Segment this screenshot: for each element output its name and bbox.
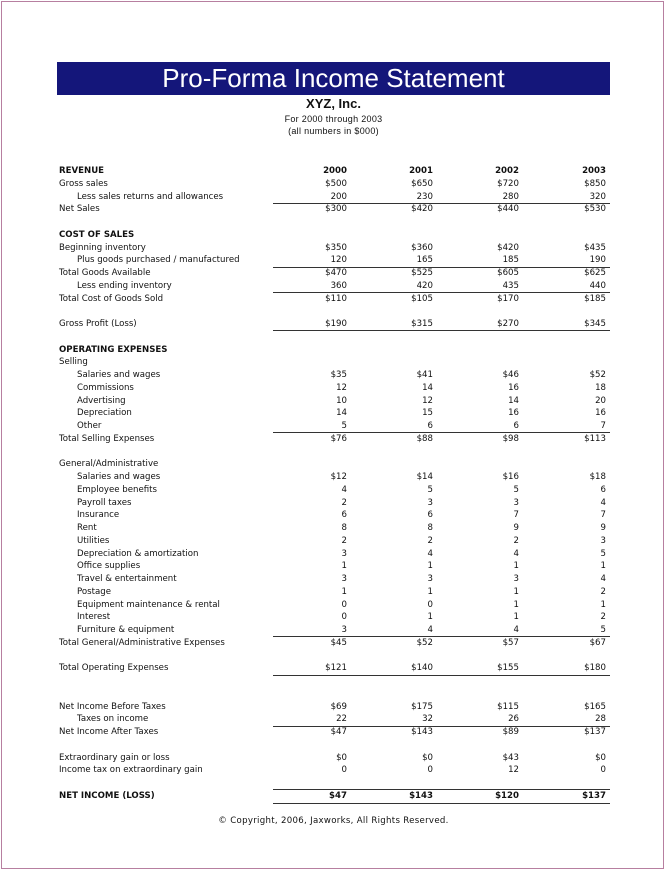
value-cell: 26 [508, 714, 519, 725]
row-label: General/Administrative [59, 459, 159, 470]
value-cell: 1 [341, 561, 347, 572]
value-cell: $190 [325, 319, 347, 329]
statement-row [57, 254, 610, 267]
value-cell: $18 [589, 472, 606, 482]
row-label: Advertising [77, 395, 126, 406]
value-cell: 1 [513, 599, 519, 610]
value-cell: 200 [330, 191, 347, 202]
value-cell: 0 [341, 599, 347, 610]
value-cell: 14 [422, 382, 433, 393]
row-label: Payroll taxes [77, 497, 132, 508]
value-cell: $98 [502, 433, 519, 444]
total-rule [273, 803, 610, 804]
value-cell: 3 [427, 574, 433, 584]
value-cell: $46 [502, 370, 519, 380]
value-cell: $850 [584, 178, 606, 189]
value-cell: 0 [427, 765, 433, 776]
value-cell: 4 [600, 574, 606, 584]
statement-row [57, 548, 610, 561]
value-cell: $143 [409, 790, 433, 801]
value-cell: 8 [341, 523, 347, 533]
value-cell: 1 [600, 561, 606, 572]
value-cell: 1 [427, 612, 433, 623]
value-cell: $300 [325, 204, 347, 215]
value-cell: $14 [416, 472, 433, 482]
statement-row [57, 191, 610, 204]
value-cell: $88 [416, 433, 433, 444]
value-cell: $625 [584, 268, 606, 278]
row-label: Total Goods Available [59, 268, 151, 278]
row-label: Less sales returns and allowances [77, 191, 224, 202]
value-cell: $16 [502, 472, 519, 482]
value-cell: 3 [341, 574, 347, 584]
value-cell: $35 [330, 370, 347, 380]
value-cell: 14 [336, 408, 347, 419]
value-cell: $525 [411, 268, 433, 278]
statement-row [57, 484, 610, 497]
row-label: Insurance [77, 510, 120, 521]
statement-row [57, 356, 610, 369]
row-label: Total Operating Expenses [59, 663, 169, 674]
value-cell: 10 [336, 395, 347, 406]
value-cell: 230 [416, 191, 433, 202]
value-cell: 185 [502, 255, 519, 266]
value-cell: $45 [330, 637, 347, 648]
row-label: Total General/Administrative Expenses [59, 637, 225, 648]
value-cell: 0 [341, 612, 347, 623]
value-cell: $650 [411, 178, 433, 189]
value-cell: $140 [411, 663, 433, 674]
statement-row [57, 293, 610, 306]
value-cell: 4 [341, 484, 347, 495]
row-label: Gross sales [59, 178, 108, 189]
value-cell: 5 [341, 421, 347, 431]
value-cell: 4 [513, 548, 519, 559]
value-cell: 2 [341, 497, 347, 508]
value-cell: 440 [589, 280, 606, 291]
row-label: Utilities [77, 535, 110, 546]
row-label: Beginning inventory [59, 242, 146, 253]
spacer-row [57, 675, 610, 688]
value-cell: 0 [341, 765, 347, 776]
statement-row [57, 497, 610, 510]
value-cell: 1 [600, 599, 606, 610]
value-cell: $76 [330, 433, 347, 444]
value-cell: $52 [416, 637, 433, 648]
spacer-row [57, 446, 610, 459]
statement-row [57, 395, 610, 408]
value-cell: 9 [600, 523, 606, 533]
value-cell: 3 [513, 574, 519, 584]
value-cell: 360 [330, 280, 347, 291]
statement-row [57, 242, 610, 255]
value-cell: 280 [502, 191, 519, 202]
value-cell: 5 [427, 484, 433, 495]
value-cell: 1 [427, 561, 433, 572]
row-label: Total Cost of Goods Sold [59, 293, 164, 304]
statement-row [57, 420, 610, 433]
value-cell: 2 [341, 535, 347, 546]
value-cell: 0 [427, 599, 433, 610]
value-cell: $170 [497, 293, 519, 304]
row-label: Taxes on income [77, 714, 149, 725]
value-cell: 2001 [409, 166, 433, 176]
value-cell: 1 [427, 586, 433, 597]
spacer-row [57, 216, 610, 229]
statement-row [57, 407, 610, 420]
statement-row [57, 165, 610, 178]
value-cell: 7 [513, 510, 519, 521]
row-label: Salaries and wages [77, 472, 161, 482]
value-cell: 6 [513, 421, 519, 431]
spacer-row [57, 305, 610, 318]
statement-row [57, 713, 610, 726]
row-label: Furniture & equipment [77, 625, 175, 635]
company-name: XYZ, Inc. [306, 96, 361, 111]
statement-row [57, 267, 610, 280]
value-cell: $12 [330, 472, 347, 482]
value-cell: 3 [513, 497, 519, 508]
statement-row [57, 599, 610, 612]
value-cell: $137 [582, 790, 606, 801]
value-cell: 12 [336, 382, 347, 393]
statement-row [57, 586, 610, 599]
value-cell: 2 [513, 535, 519, 546]
row-label: Office supplies [77, 561, 141, 572]
value-cell: 1 [513, 586, 519, 597]
value-cell: 2 [600, 612, 606, 623]
value-cell: $105 [411, 293, 433, 304]
row-label: Extraordinary gain or loss [59, 752, 170, 763]
value-cell: $420 [411, 204, 433, 215]
value-cell: $137 [584, 727, 606, 737]
total-rule [273, 789, 610, 790]
statement-row [57, 701, 610, 714]
value-cell: 9 [513, 523, 519, 533]
row-label: Travel & entertainment [77, 574, 177, 584]
row-label: Salaries and wages [77, 370, 161, 380]
value-cell: $0 [422, 752, 433, 763]
value-cell: 1 [513, 612, 519, 623]
value-cell: 2002 [495, 166, 519, 176]
value-cell: 2003 [582, 166, 606, 176]
value-cell: 5 [600, 625, 606, 635]
statement-row [57, 382, 610, 395]
row-label: Income tax on extraordinary gain [59, 765, 203, 776]
value-cell: 22 [336, 714, 347, 725]
statement-row [57, 369, 610, 382]
value-cell: $350 [325, 242, 347, 253]
statement-row [57, 433, 610, 446]
value-cell: 6 [427, 510, 433, 521]
statement-row [57, 560, 610, 573]
row-label: COST OF SALES [59, 229, 135, 240]
value-cell: 15 [422, 408, 433, 419]
value-cell: $0 [336, 752, 347, 763]
value-cell: $89 [502, 727, 519, 737]
value-cell: $121 [325, 663, 347, 674]
statement-row [57, 573, 610, 586]
value-cell: $47 [329, 790, 347, 801]
row-label: Rent [77, 523, 97, 533]
value-cell: 12 [508, 765, 519, 776]
value-cell: 6 [600, 484, 606, 495]
value-cell: 12 [422, 395, 433, 406]
value-cell: $270 [497, 319, 519, 329]
statement-row [57, 280, 610, 293]
statement-row [57, 458, 610, 471]
row-label: Postage [77, 586, 111, 597]
row-label: Net Income After Taxes [59, 727, 159, 737]
value-cell: 4 [427, 625, 433, 635]
value-cell: 5 [600, 548, 606, 559]
value-cell: 20 [595, 395, 606, 406]
row-label: Interest [77, 612, 111, 623]
page-title: Pro-Forma Income Statement [57, 62, 610, 95]
statement-row [57, 662, 610, 675]
value-cell: 435 [502, 280, 519, 291]
value-cell: 6 [341, 510, 347, 521]
row-label: Plus goods purchased / manufactured [77, 255, 240, 266]
row-label: Net Income Before Taxes [59, 701, 166, 712]
units-note: (all numbers in $000) [288, 126, 379, 136]
statement-row [57, 752, 610, 765]
value-cell: 0 [600, 765, 606, 776]
value-cell: 32 [422, 714, 433, 725]
spacer-row [57, 650, 610, 663]
value-cell: $67 [589, 637, 606, 648]
value-cell: $420 [497, 242, 519, 253]
statement-row [57, 203, 610, 216]
value-cell: $175 [411, 701, 433, 712]
statement-row [57, 471, 610, 484]
copyright-notice: © Copyright, 2006, Jaxworks, All Rights Reserved. [218, 816, 449, 826]
value-cell: 3 [427, 497, 433, 508]
value-cell: $180 [584, 663, 606, 674]
statement-row [57, 509, 610, 522]
value-cell: 320 [589, 191, 606, 202]
value-cell: 7 [600, 421, 606, 431]
value-cell: 2000 [323, 166, 347, 176]
value-cell: $115 [497, 701, 519, 712]
value-cell: $440 [497, 204, 519, 215]
value-cell: 1 [341, 586, 347, 597]
statement-row [57, 522, 610, 535]
statement-row [57, 178, 610, 191]
row-label: NET INCOME (LOSS) [59, 790, 155, 801]
row-label: OPERATING EXPENSES [59, 344, 168, 355]
row-label: Net Sales [59, 204, 100, 215]
value-cell: 3 [341, 625, 347, 635]
value-cell: $57 [502, 637, 519, 648]
value-cell: $69 [330, 701, 347, 712]
row-label: Gross Profit (Loss) [59, 319, 137, 329]
statement-row [57, 790, 610, 803]
value-cell: $155 [497, 663, 519, 674]
value-cell: 2 [427, 535, 433, 546]
value-cell: $113 [584, 433, 606, 444]
spacer-row [57, 739, 610, 752]
value-cell: 1 [513, 561, 519, 572]
value-cell: 2 [600, 586, 606, 597]
value-cell: $110 [325, 293, 347, 304]
value-cell: 7 [600, 510, 606, 521]
statement-row [57, 344, 610, 357]
value-cell: 6 [427, 421, 433, 431]
value-cell: 4 [427, 548, 433, 559]
value-cell: 18 [595, 382, 606, 393]
value-cell: $185 [584, 293, 606, 304]
spacer-row [57, 688, 610, 701]
statement-row [57, 726, 610, 739]
row-label: Employee benefits [77, 484, 158, 495]
value-cell: $470 [325, 268, 347, 278]
value-cell: 5 [513, 484, 519, 495]
value-cell: $120 [495, 790, 519, 801]
statement-row [57, 611, 610, 624]
value-cell: $530 [584, 204, 606, 215]
row-label: Equipment maintenance & rental [77, 599, 220, 610]
row-label: Commissions [77, 382, 134, 393]
value-cell: $315 [411, 319, 433, 329]
value-cell: 28 [595, 714, 606, 725]
value-cell: $52 [589, 370, 606, 380]
value-cell: 4 [513, 625, 519, 635]
value-cell: 3 [600, 535, 606, 546]
value-cell: $43 [502, 752, 519, 763]
statement-row [57, 764, 610, 777]
statement-row [57, 535, 610, 548]
value-cell: $360 [411, 242, 433, 253]
statement-row [57, 229, 610, 242]
row-label: Total Selling Expenses [59, 433, 155, 444]
value-cell: 8 [427, 523, 433, 533]
statement-row [57, 318, 610, 331]
row-label: Less ending inventory [77, 280, 172, 291]
value-cell: $143 [411, 727, 433, 737]
value-cell: 3 [341, 548, 347, 559]
row-label: Selling [59, 357, 88, 368]
value-cell: $47 [330, 727, 347, 737]
statement-row [57, 637, 610, 650]
period-label: For 2000 through 2003 [284, 114, 383, 124]
row-label: Other [77, 421, 102, 431]
value-cell: $720 [497, 178, 519, 189]
value-cell: $345 [584, 319, 606, 329]
value-cell: $605 [497, 268, 519, 278]
value-cell: $0 [595, 752, 606, 763]
row-label: Depreciation [77, 408, 132, 419]
value-cell: $435 [584, 242, 606, 253]
row-label: Depreciation & amortization [77, 548, 199, 559]
statement-row [57, 624, 610, 637]
value-cell: 190 [589, 255, 606, 266]
value-cell: $41 [416, 370, 433, 380]
value-cell: 16 [508, 408, 519, 419]
value-cell: 16 [595, 408, 606, 419]
value-cell: 14 [508, 395, 519, 406]
row-label: REVENUE [59, 166, 105, 176]
value-cell: 16 [508, 382, 519, 393]
value-cell: 165 [416, 255, 433, 266]
value-cell: 120 [330, 255, 347, 266]
spacer-row [57, 331, 610, 344]
value-cell: 420 [416, 280, 433, 291]
value-cell: $500 [325, 178, 347, 189]
value-cell: 4 [600, 497, 606, 508]
value-cell: $165 [584, 701, 606, 712]
